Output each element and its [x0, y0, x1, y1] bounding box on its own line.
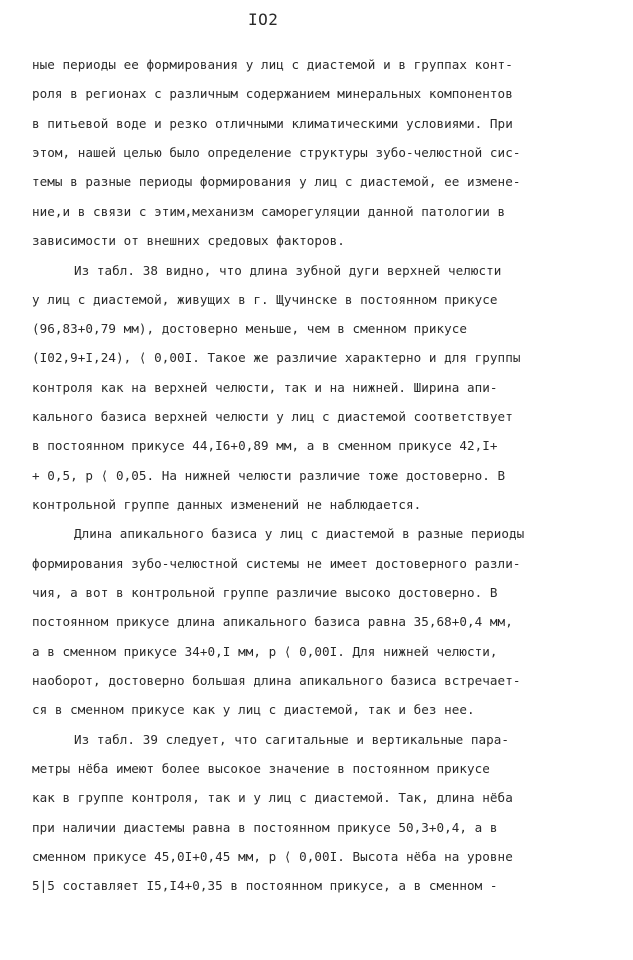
text-line: сменном прикусе 45,0I+0,45 мм, р ⟨ 0,00I. Высота нёба на уровне: [32, 849, 513, 864]
text-line: в питьевой воде и резко отличными климатическими условиями. При: [32, 116, 513, 131]
text-line: ся в сменном прикусе как у лиц с диастемой, так и без нее.: [32, 702, 475, 717]
text-line: контроля как на верхней челюсти, так и на нижней. Ширина апи-: [32, 380, 498, 395]
page-number: IO2: [248, 10, 279, 29]
text-line: + 0,5, р ⟨ 0,05. На нижней челюсти различие тоже достоверно. В: [32, 468, 506, 483]
text-line: в постоянном прикусе 44,I6+0,89 мм, а в сменном прикусе 42,I+: [32, 438, 498, 453]
text-line: наоборот, достоверно большая длина апикального базиса встречает-: [32, 673, 521, 688]
text-line: Из табл. 38 видно, что длина зубной дуги верхней челюсти: [74, 263, 502, 278]
text-line: чия, а вот в контрольной группе различие высоко достоверно. В: [32, 585, 498, 600]
text-line: у лиц с диастемой, живущих в г. Щучинске в постоянном прикусе: [32, 292, 498, 307]
text-line: метры нёба имеют более высокое значение в постоянном прикусе: [32, 761, 490, 776]
text-line: кального базиса верхней челюсти у лиц с диастемой соответствует: [32, 409, 513, 424]
text-line: а в сменном прикусе 34+0,I мм, р ⟨ 0,00I. Для нижней челюсти,: [32, 644, 498, 659]
text-line: Из табл. 39 следует, что сагитальные и вертикальные пара-: [74, 732, 510, 747]
text-line: (I02,9+I,24), ⟨ 0,00I. Такое же различие характерно и для группы: [32, 350, 521, 365]
text-line: роля в регионах с различным содержанием минеральных компонентов: [32, 86, 513, 101]
text-line: формирования зубо-челюстной системы не имеет достоверного разли-: [32, 556, 521, 571]
text-line: темы в разные периоды формирования у лиц с диастемой, ее измене-: [32, 174, 521, 189]
text-line: этом, нашей целью было определение структуры зубо-челюстной сис-: [32, 145, 521, 160]
text-line: ние,и в связи с этим,механизм саморегуляции данной патологии в: [32, 204, 506, 219]
text-line: при наличии диастемы равна в постоянном прикусе 50,3+0,4, а в: [32, 820, 498, 835]
text-line: постоянном прикусе длина апикального базиса равна 35,68+0,4 мм,: [32, 614, 513, 629]
text-line: как в группе контроля, так и у лиц с диастемой. Так, длина нёба: [32, 790, 513, 805]
text-line: Длина апикального базиса у лиц с диастемой в разные периоды: [74, 526, 525, 541]
text-line: зависимости от внешних средовых факторов.: [32, 233, 345, 248]
text-line: (96,83+0,79 мм), достоверно меньше, чем в сменном прикусе: [32, 321, 468, 336]
text-line: контрольной группе данных изменений не наблюдается.: [32, 497, 422, 512]
text-line: ные периоды ее формирования у лиц с диастемой и в группах конт-: [32, 57, 513, 72]
text-line: 5|5 составляет I5,I4+0,35 в постоянном прикусе, а в сменном -: [32, 878, 498, 893]
